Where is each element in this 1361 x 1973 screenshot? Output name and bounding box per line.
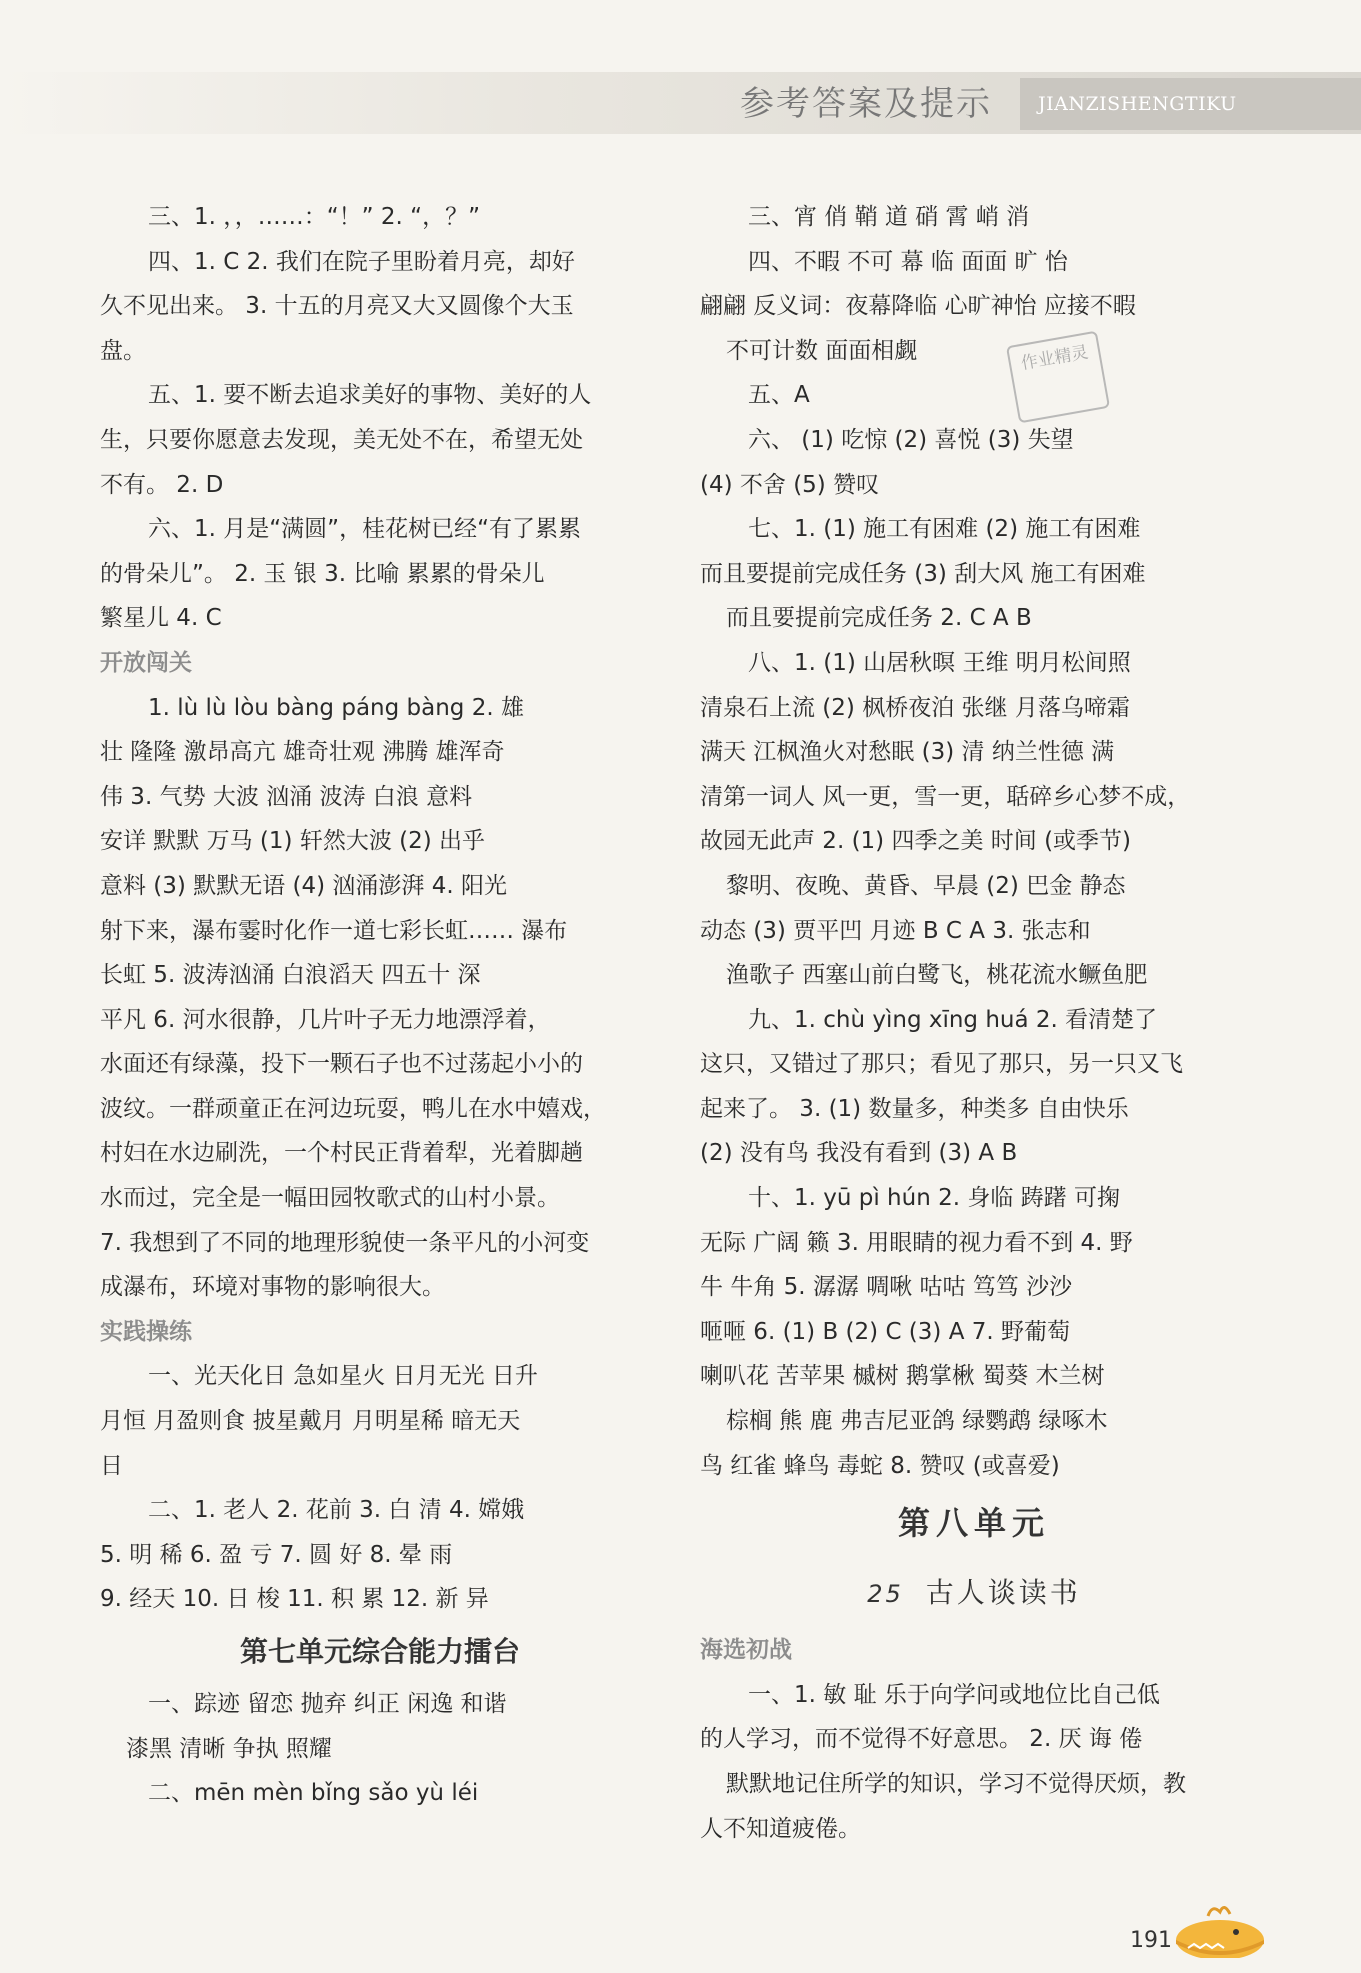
answer-line: 繁星儿 4. C	[100, 605, 222, 632]
answer-line: 棕榈 熊 鹿 弗吉尼亚鸽 绿鹦鹉 绿啄木	[726, 1408, 1108, 1435]
answer-line: 咂咂 6. (1) B (2) C (3) A 7. 野葡萄	[700, 1318, 1070, 1345]
answer-line: 而且要提前完成任务 (3) 刮大风 施工有困难	[700, 560, 1146, 587]
answer-line: 满天 江枫渔火对愁眠 (3) 清 纳兰性德 满	[700, 739, 1115, 766]
answer-line: 盘。	[100, 337, 146, 364]
answer-line: 水而过，完全是一幅田园牧歌式的山村小景。	[100, 1185, 560, 1212]
answer-line: 漆黑 清晰 争执 照耀	[126, 1735, 332, 1762]
header-tab: JIANZISHENGTIKU	[1020, 78, 1361, 130]
answer-line: 清泉石上流 (2) 枫桥夜泊 张继 月落乌啼霜	[700, 694, 1130, 721]
answer-line: 不有。 2. D	[100, 471, 224, 498]
answer-line: 水面还有绿藻，投下一颗石子也不过荡起小小的	[100, 1051, 583, 1078]
answer-line: 一、踪迹 留恋 抛弃 纠正 闲逸 和谐	[148, 1691, 507, 1717]
answer-line: 牛 牛角 5. 潺潺 啁啾 咕咕 笃笃 沙沙	[700, 1274, 1073, 1301]
answer-line: 的骨朵儿”。 2. 玉 银 3. 比喻 累累的骨朵儿	[100, 560, 545, 587]
answer-line: 九、1. chù yìng xīng huá 2. 看清楚了	[748, 1006, 1158, 1033]
answer-line: 不可计数 面面相觑	[726, 337, 918, 364]
answer-line: 渔歌子 西塞山前白鹭飞，桃花流水鳜鱼肥	[726, 962, 1148, 989]
lesson-title	[700, 1558, 1248, 1628]
answer-line: 默默地记住所学的知识，学习不觉得厌烦，教	[726, 1771, 1186, 1797]
answer-line: 日	[100, 1452, 123, 1479]
whale-mascot-icon	[1168, 1900, 1268, 1958]
answer-line: 四、1. C 2. 我们在院子里盼着月亮，却好	[148, 248, 575, 275]
answer-line: 三、宵 俏 鞘 道 硝 霄 峭 消	[748, 204, 1030, 230]
answer-line: 7. 我想到了不同的地理形貌使一条平凡的小河变	[100, 1229, 590, 1256]
answer-line: 八、1. (1) 山居秋暝 王维 明月松间照	[748, 649, 1131, 676]
answer-line: 五、1. 要不断去追求美好的事物、美好的人	[148, 382, 592, 409]
header-title: 参考答案及提示	[740, 84, 992, 124]
answer-line: 十、1. yū pì hún 2. 身临 踌躇 可掬	[748, 1185, 1120, 1212]
answer-line: (4) 不舍 (5) 赞叹	[700, 471, 880, 498]
section-heading: 海选初战	[700, 1637, 792, 1664]
answer-line: 的人学习，而不觉得不好意思。 2. 厌 诲 倦	[700, 1726, 1143, 1753]
answer-line: 平凡 6. 河水很静，几片叶子无力地漂浮着，	[100, 1006, 551, 1033]
answer-line: (2) 没有鸟 我没有看到 (3) A B	[700, 1140, 1018, 1167]
answer-line: 一、光天化日 急如星火 日月无光 日升	[148, 1363, 538, 1390]
answer-line: 长虹 5. 波涛汹涌 白浪滔天 四五十 深	[100, 962, 481, 989]
answer-line: 而且要提前完成任务 2. C A B	[726, 605, 1032, 632]
answer-line: 5. 明 稀 6. 盈 亏 7. 圆 好 8. 晕 雨	[100, 1541, 453, 1568]
answer-line: 七、1. (1) 施工有困难 (2) 施工有困难	[748, 516, 1141, 543]
answer-line: 四、不暇 不可 幕 临 面面 旷 怡	[748, 248, 1068, 275]
left-column	[100, 195, 660, 1816]
answer-line: 久不见出来。 3. 十五的月亮又大又圆像个大玉	[100, 293, 574, 320]
answer-line: 人不知道疲倦。	[700, 1815, 861, 1842]
answer-line: 动态 (3) 贾平凹 月迹 B C A 3. 张志和	[700, 917, 1091, 944]
answer-line: 壮 隆隆 激昂高亢 雄奇壮观 沸腾 雄浑奇	[100, 739, 505, 766]
answer-line: 五、A	[748, 382, 810, 409]
answer-line: 二、1. 老人 2. 花前 3. 白 清 4. 嫦娥	[148, 1497, 525, 1524]
answer-line: 无际 广阔 籁 3. 用眼睛的视力看不到 4. 野	[700, 1229, 1133, 1256]
answer-line: 翩翩 反义词：夜幕降临 心旷神怡 应接不暇	[700, 293, 1136, 320]
watermark-stamp: 作业精灵	[1006, 331, 1110, 424]
answer-line: 起来了。 3. (1) 数量多，种类多 自由快乐	[700, 1095, 1129, 1122]
answer-line: 波纹。一群顽童正在河边玩耍，鸭儿在水中嬉戏，	[100, 1095, 606, 1122]
right-column-answers	[700, 195, 1248, 1488]
lesson-number: 25	[867, 1580, 904, 1609]
section-heading: 开放闯关	[100, 649, 192, 676]
unit-summary-title: 第七单元综合能力擂台	[239, 1635, 520, 1668]
answer-line: 一、1. 敏 耻 乐于向学问或地位比自己低	[748, 1681, 1160, 1708]
right-column-answers-2	[700, 1628, 1248, 1851]
answer-line: 9. 经天 10. 日 梭 11. 积 累 12. 新 异	[100, 1586, 489, 1613]
answer-line: 成瀑布，环境对事物的影响很大。	[100, 1274, 445, 1301]
answer-line: 故园无此声 2. (1) 四季之美 时间 (或季节)	[700, 828, 1132, 855]
answer-line: 生，只要你愿意去发现，美无处不在，希望无处	[100, 426, 583, 453]
page-number: 191	[1130, 1928, 1172, 1953]
lesson-name: 古人谈读书	[925, 1576, 1081, 1610]
answer-line: 黎明、夜晚、黄昏、早晨 (2) 巴金 静态	[726, 872, 1126, 899]
answer-line: 1. lù lù lòu bàng páng bàng 2. 雄	[148, 694, 524, 721]
unit-eight-title: 第八单元	[897, 1504, 1050, 1543]
answer-line: 伟 3. 气势 大波 汹涌 波涛 白浪 意料	[100, 783, 473, 810]
answer-line: 安详 默默 万马 (1) 轩然大波 (2) 出乎	[100, 828, 486, 855]
answer-line: 六、 (1) 吃惊 (2) 喜悦 (3) 失望	[748, 426, 1074, 453]
right-column	[700, 195, 1248, 1851]
answer-line: 喇叭花 苦苹果 槭树 鹅掌楸 蜀葵 木兰树	[700, 1363, 1105, 1390]
answer-line: 村妇在水边刷洗，一个村民正背着犁，光着脚趟	[100, 1140, 583, 1167]
answer-line: 鸟 红雀 蜂鸟 毒蛇 8. 赞叹 (或喜爱)	[700, 1452, 1060, 1479]
answer-line: 三、1. ，，……：“！” 2. “，？”	[148, 204, 480, 230]
answer-line: 二、mēn mèn bǐng sǎo yù léi	[148, 1780, 479, 1807]
answer-line: 这只，又错过了那只；看见了那只，另一只又飞	[700, 1051, 1183, 1078]
answer-line: 清第一词人 风一更，雪一更，聒碎乡心梦不成，	[700, 783, 1191, 810]
answer-line: 射下来，瀑布霎时化作一道七彩长虹…… 瀑布	[100, 917, 568, 944]
answer-line: 意料 (3) 默默无语 (4) 汹涌澎湃 4. 阳光	[100, 872, 507, 899]
answer-line: 六、1. 月是“满圆”，桂花树已经“有了累累	[148, 516, 582, 543]
section-heading: 实践操练	[100, 1318, 192, 1345]
answer-line: 月恒 月盈则食 披星戴月 月明星稀 暗无天	[100, 1408, 521, 1435]
